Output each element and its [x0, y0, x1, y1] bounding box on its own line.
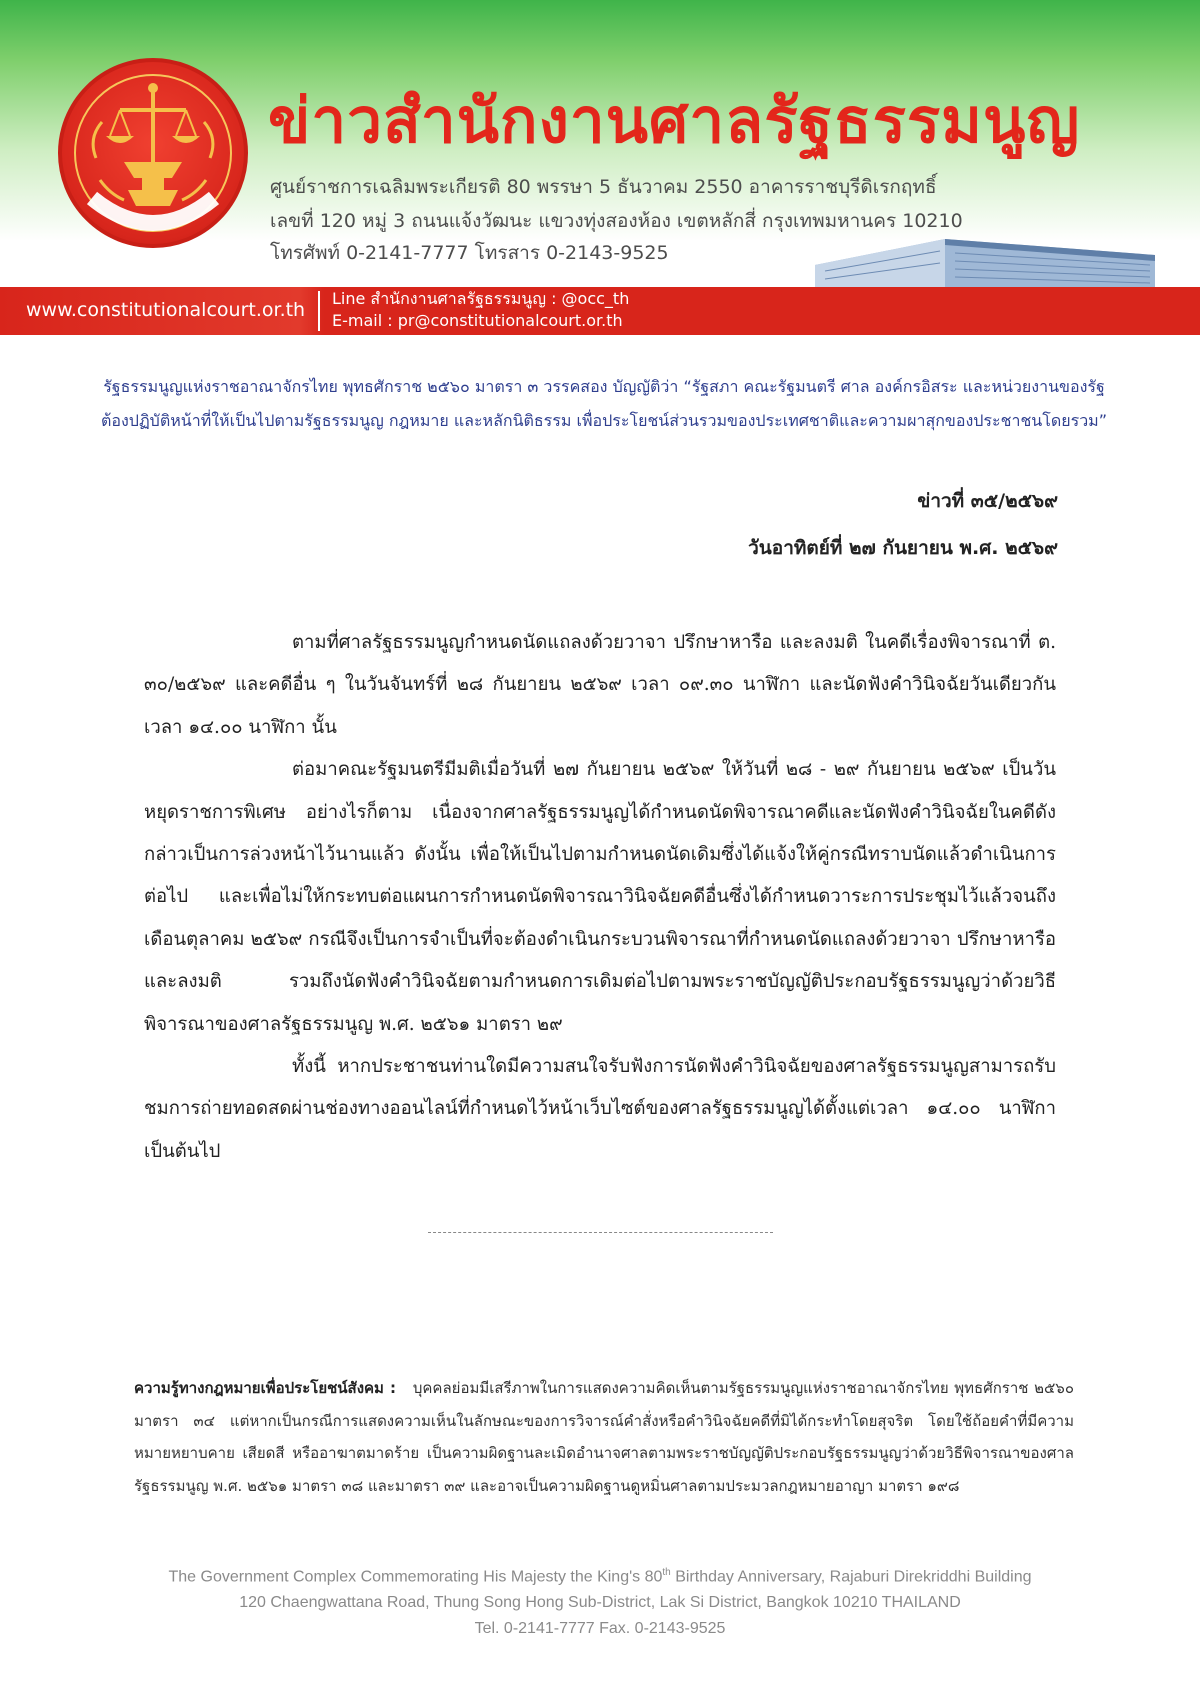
contact-bar-divider — [318, 291, 320, 331]
address-line-1: ศูนย์ราชการเฉลิมพระเกียรติ 80 พรรษา 5 ธันวาคม 2550 อาคารราชบุรีดิเรกฤทธิ์ — [270, 176, 937, 198]
footer-line-2: 120 Chaengwattana Road, Thung Song Hong Sub-District, Lak Si District, Bangkok 10210 THAILAND — [239, 1594, 961, 1612]
court-seal-logo — [58, 58, 248, 248]
legal-knowledge-note — [134, 1372, 1074, 1502]
footer-line-1-sup: th — [662, 1567, 671, 1578]
email-contact[interactable]: E-mail : pr@constitutionalcourt.or.th — [332, 311, 623, 330]
contact-bar-fade — [640, 287, 1200, 335]
body-paragraph-1: ตามที่ศาลรัฐธรรมนูญกำหนดนัดแถลงด้วยวาจา ปรึกษาหารือ และลงมติ ในคดีเรื่องพิจารณาที่ ต. ๓๐/๒๕๖๙ และคดีอื่น ๆ ในวันจันทร์ที่ ๒๘ กันยายน ๒๕๖๙ เวลา ๐๙.๓๐ นาฬิกา และนัดฟังคำวินิจฉัยวันเดียวกันเวลา ๑๔.๐๐ นาฬิกา นั้น — [144, 632, 1056, 738]
footer-line-3: Tel. 0-2141-7777 Fax. 0-2143-9525 — [474, 1620, 726, 1638]
contact-bar — [0, 287, 1200, 335]
scales-of-justice-icon — [62, 62, 244, 244]
constitution-preamble — [84, 370, 1124, 438]
news-number: ข่าวที่ ๓๕/๒๕๖๙ — [917, 490, 1058, 512]
social-contacts — [332, 288, 629, 332]
phone-fax-line: โทรศัพท์ 0-2141-7777 โทรสาร 0-2143-9525 — [270, 242, 669, 264]
preamble-line-2: ต้องปฏิบัติหน้าที่ให้เป็นไปตามรัฐธรรมนูญ กฎหมาย และหลักนิติธรรม เพื่อประโยชน์ส่วนรวมของประเทศชาติและความผาสุกของประชาชนโดยรวม” — [100, 411, 1108, 430]
legal-note-heading: ความรู้ทางกฎหมายเพื่อประโยชน์สังคม : — [134, 1379, 397, 1397]
address-line-2: เลขที่ 120 หมู่ 3 ถนนแจ้งวัฒนะ แขวงทุ่งสองห้อง เขตหลักสี่ กรุงเทพมหานคร 10210 — [270, 210, 963, 232]
footer-line-1 — [100, 1560, 1100, 1590]
news-body — [144, 622, 1056, 1173]
letterhead — [0, 0, 1200, 335]
line-contact[interactable]: Line สำนักงานศาลรัฐธรรมนูญ : @occ_th — [332, 289, 630, 308]
footer-line-1-b: Birthday Anniversary, Rajaburi Direkriddhi Building — [670, 1568, 1032, 1586]
body-paragraph-2: ต่อมาคณะรัฐมนตรีมีมติเมื่อวันที่ ๒๗ กันยายน ๒๕๖๙ ให้วันที่ ๒๘ - ๒๙ กันยายน ๒๕๖๙ เป็นวันหยุดราชการพิเศษ อย่างไรก็ตาม เนื่องจากศาลรัฐธรรมนูญได้กำหนดนัดพิจารณาคดีและนัดฟังคำวินิจฉัยในคดีดังกล่าวเป็นการล่วงหน้าไว้นานแล้ว ดังนั้น เพื่อให้เป็นไปตามกำหนดนัดเดิมซึ่งได้แจ้งให้คู่กรณีทราบนัดแล้วดำเนินการต่อไป และเพื่อไม่ให้กระทบต่อแผนการกำหนดนัดพิจารณาวินิจฉัยคดีอื่นซึ่งได้กำหนดวาระการประชุมไว้แล้วจนถึงเดือนตุลาคม ๒๕๖๙ กรณีจึงเป็นการจำเป็นที่จะต้องดำเนินกระบวนพิจารณาที่กำหนดนัดแถลงด้วยวาจา ปรึกษาหารือ และลงมติ รวมถึงนัดฟังคำวินิจฉัยตามกำหนดการเดิมต่อไปตามพระราชบัญญัติประกอบรัฐธรรมนูญว่าด้วยวิธีพิจารณาของศาลรัฐธรรมนูญ พ.ศ. ๒๕๖๑ มาตรา ๒๙ — [144, 759, 1056, 1035]
website-link[interactable]: www.constitutionalcourt.or.th — [26, 299, 306, 321]
footer-line-1-a: The Government Complex Commemorating His Majesty the King's 80 — [168, 1568, 663, 1586]
legal-note-text: บุคคลย่อมมีเสรีภาพในการแสดงความคิดเห็นตามรัฐธรรมนูญแห่งราชอาณาจักรไทย พุทธศักราช ๒๕๖๐ มาตรา ๓๔ แต่หากเป็นกรณีการแสดงความเห็นในลักษณะของการวิจารณ์คำสั่งหรือคำวินิจฉัยคดีที่มิได้กระทำโดยสุจริต โดยใช้ถ้อยคำที่มีความหมายหยาบคาย เสียดสี หรืออาฆาตมาดร้าย เป็นความผิดฐานละเมิดอำนาจศาลตามพระราชบัญญัติประกอบรัฐธรรมนูญว่าด้วยวิธีพิจารณาของศาลรัฐธรรมนูญ พ.ศ. ๒๕๖๑ มาตรา ๓๘ และมาตรา ๓๙ และอาจเป็นความผิดฐานดูหมิ่นศาลตามประมวลกฎหมายอาญา มาตรา ๑๙๘ — [134, 1379, 1074, 1495]
body-paragraph-3: ทั้งนี้ หากประชาชนท่านใดมีความสนใจรับฟังการนัดฟังคำวินิจฉัยของศาลรัฐธรรมนูญสามารถรับชมการถ่ายทอดสดผ่านช่องทางออนไลน์ที่กำหนดไว้หน้าเว็บไซต์ของศาลรัฐธรรมนูญได้ตั้งแต่เวลา ๑๔.๐๐ นาฬิกา เป็นต้นไป — [144, 1056, 1056, 1162]
newsletter-title: ข่าวสำนักงานศาลรัฐธรรมนูญ — [268, 84, 1081, 157]
footer-address — [100, 1560, 1100, 1642]
preamble-line-1: รัฐธรรมนูญแห่งราชอาณาจักรไทย พุทธศักราช ๒๕๖๐ มาตรา ๓ วรรคสอง บัญญัติว่า “รัฐสภา คณะรัฐมนตรี ศาล องค์กรอิสระ และหน่วยงานของรัฐ — [103, 377, 1105, 396]
government-complex-building-icon — [795, 225, 1175, 295]
news-date: วันอาทิตย์ที่ ๒๗ กันยายน พ.ศ. ๒๕๖๙ — [748, 537, 1058, 559]
end-of-news-divider — [428, 1232, 773, 1233]
